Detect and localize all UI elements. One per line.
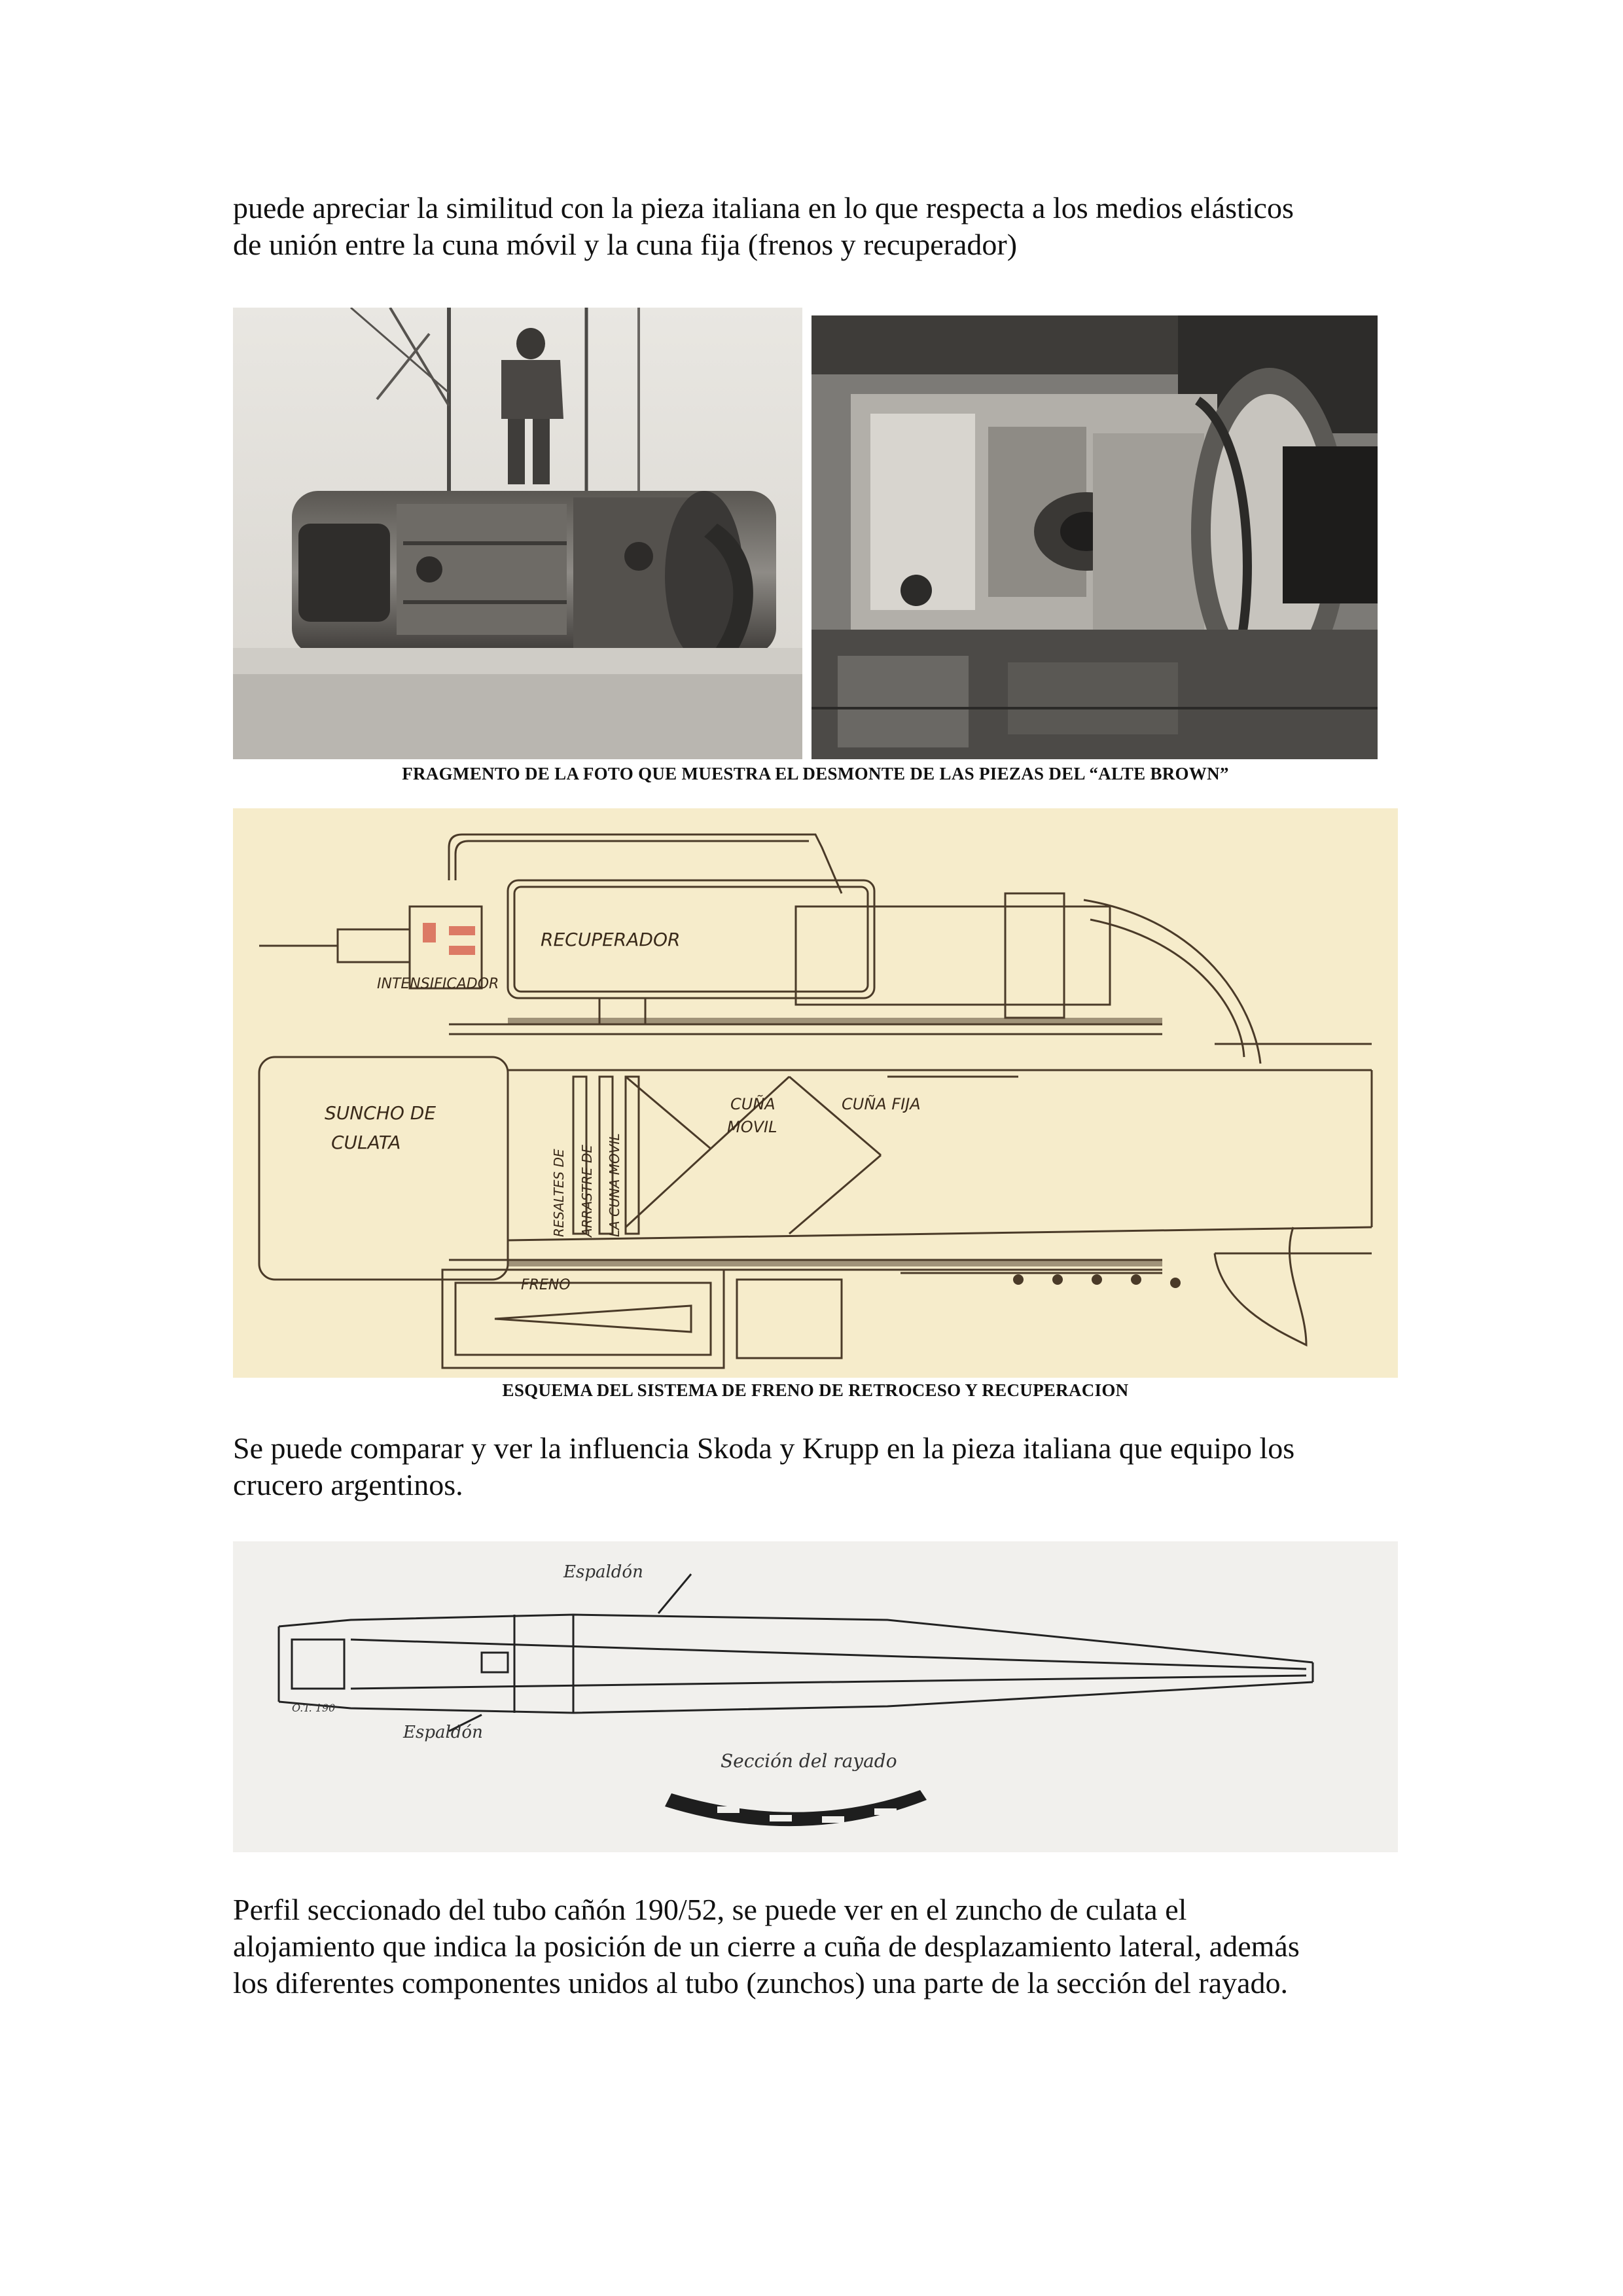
label-freno: FRENO [521,1277,571,1293]
label-suncho-1: SUNCHO DE [325,1102,437,1124]
crane-lift-photo [233,308,802,759]
compare-line-1: Se puede comparar y ver la influencia Skoda y Krupp en la pieza italiana que equipo los [233,1431,1295,1465]
label-cuna-movil-2: MOVIL [727,1118,777,1136]
mount-closeup-photo [812,315,1378,759]
label-seccion-rayado: Sección del rayado [721,1750,897,1772]
recoil-system-scheme [233,808,1398,1378]
label-cuna-fija: CUÑA FIJA [842,1095,921,1113]
profile-line-2: alojamiento que indica la posición de un cierre a cuña de desplazamiento lateral, además [233,1929,1300,1963]
label-resaltes-3: LA CUNA MOVIL [607,1133,622,1237]
label-espaldon-top: Espaldón [563,1562,643,1582]
comparison-paragraph [233,1430,1398,1503]
compare-line-2: crucero argentinos. [233,1468,463,1501]
intro-line-1: puede apreciar la similitud con la pieza italiana en lo que respecta a los medios elásticos [233,191,1294,224]
intro-line-2: de unión entre la cuna móvil y la cuna fija (frenos y recuperador) [233,228,1018,261]
label-espaldon-bottom: Espaldón [403,1723,483,1742]
barrel-profile-drawing [233,1541,1398,1852]
label-cuna-movil-1: CUÑA [730,1095,776,1113]
profile-line-3: los diferentes componentes unidos al tubo (zunchos) una parte de la sección del rayado. [233,1966,1289,2000]
label-recuperador: RECUPERADOR [541,929,681,950]
label-suncho-2: CULATA [331,1132,401,1153]
scheme-caption: ESQUEMA DEL SISTEMA DE FRENO DE RETROCESO Y RECUPERACION [502,1380,1129,1400]
label-resaltes-2: ARRASTRE DE [579,1145,595,1237]
label-resaltes-1: RESALTES DE [551,1149,567,1237]
intro-paragraph [233,190,1398,263]
photos-caption: FRAGMENTO DE LA FOTO QUE MUESTRA EL DESMONTE DE LAS PIEZAS DEL “ALTE BROWN” [402,764,1229,783]
profile-line-1: Perfil seccionado del tubo cañón 190/52, se puede ver en el zuncho de culata el [233,1893,1187,1926]
profile-paragraph [233,1892,1398,2001]
label-stamp: O.T. 190 [292,1702,336,1714]
label-intensificador: INTENSIFICADOR [377,976,499,992]
